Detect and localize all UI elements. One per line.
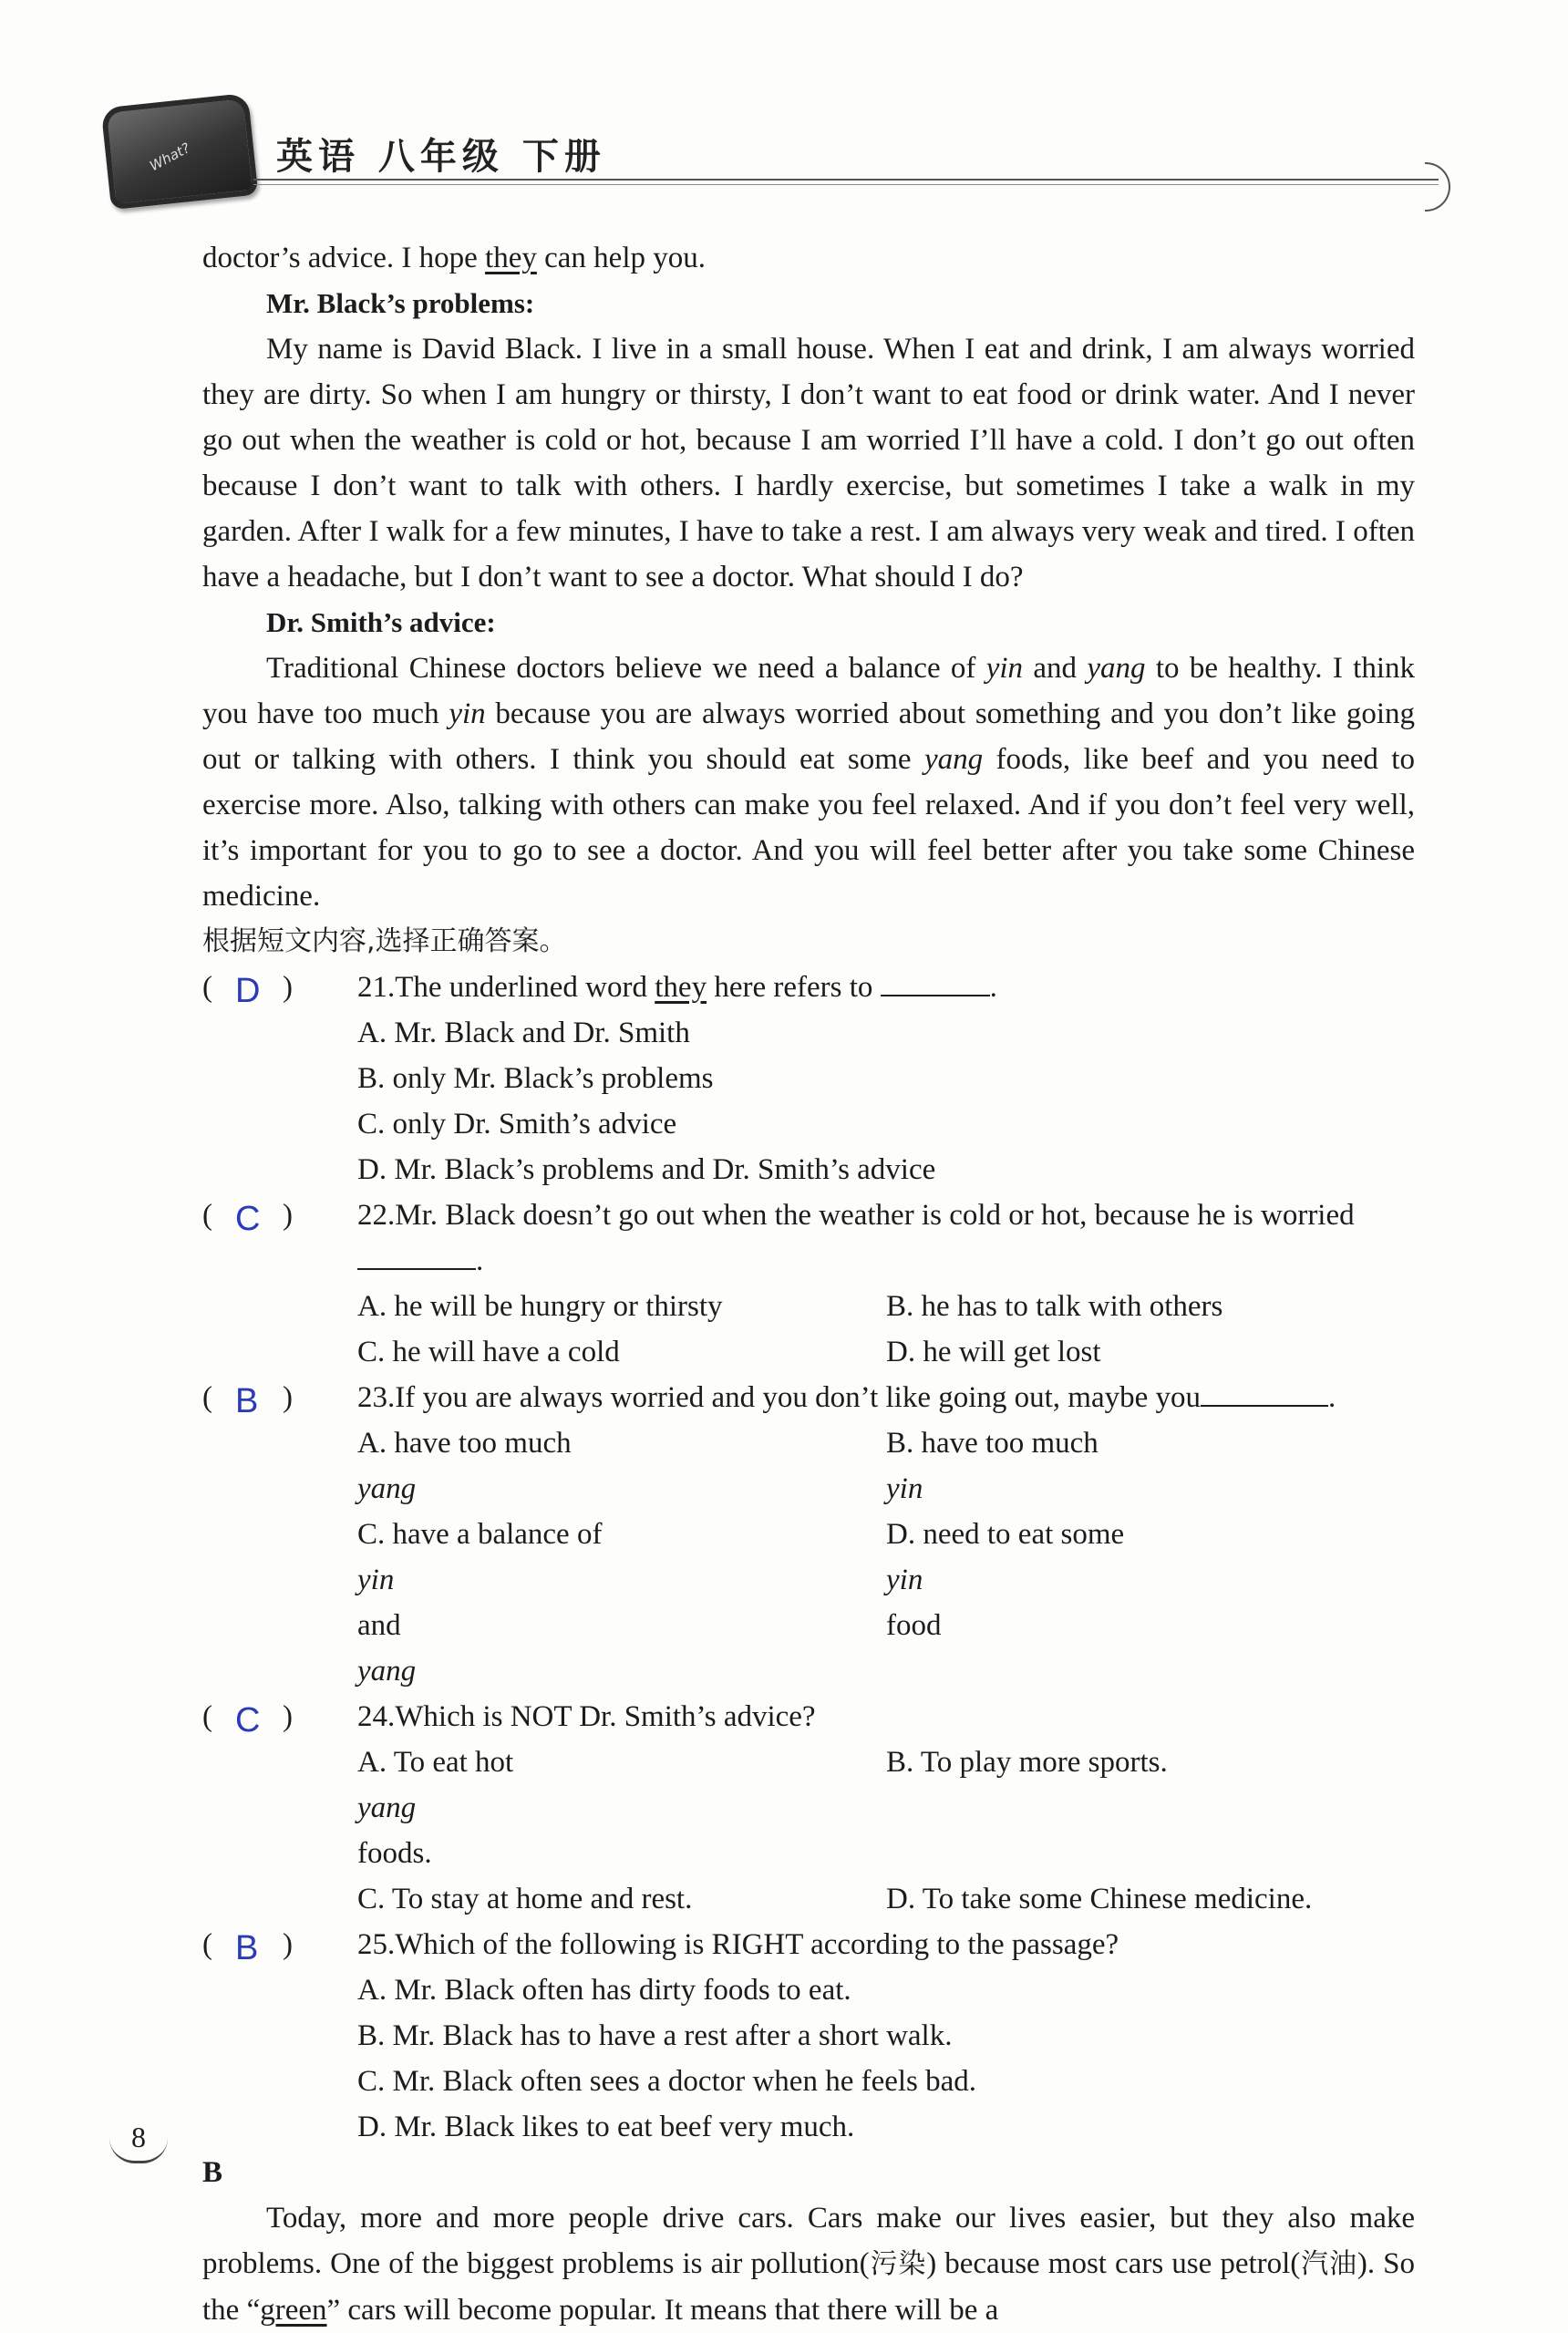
option-22-b: B. he has to talk with others: [886, 1290, 1223, 1323]
question-21: ( D ) 21.The underlined word they here refers to .: [202, 965, 1415, 1010]
page-header: [98, 80, 1466, 217]
option-24-a: A. To eat hot yang foods.: [357, 1746, 514, 1870]
options-24-cd: [202, 1876, 1415, 1922]
book-title: 英语 八年级 下册: [276, 136, 606, 178]
option-25-a: A. Mr. Black often has dirty foods to eat.: [357, 1974, 851, 2007]
instruction: 根据短文内容,选择正确答案。: [202, 925, 567, 957]
option-23-d: D. need to eat some yin food: [886, 1518, 1125, 1642]
option-21-b: B. only Mr. Black’s problems: [357, 1062, 714, 1095]
answer-21[interactable]: D: [235, 972, 261, 1010]
section-b-heading: B: [202, 2156, 223, 2189]
option-22-d: D. he will get lost: [886, 1336, 1101, 1368]
underlined-word-green: green: [260, 2294, 327, 2327]
answer-blank: [1201, 1378, 1328, 1407]
header-rule-thin: [253, 184, 1439, 185]
page-content: [202, 235, 1415, 2333]
option-25-c: C. Mr. Black often sees a doctor when he feels bad.: [357, 2065, 977, 2098]
option-21-a: A. Mr. Black and Dr. Smith: [357, 1017, 690, 1049]
answer-24[interactable]: C: [235, 1701, 261, 1739]
options-22-cd: [202, 1329, 1415, 1375]
question-22-blank-line: .: [202, 1238, 1415, 1284]
option-25-b: B. Mr. Black has to have a rest after a short walk.: [357, 2019, 953, 2052]
problems-paragraph: My name is David Black. I live in a small house. When I eat and drink, I am always worried they are dirty. So when I am hungry or thirsty, I don’t want to eat food or drink water. And I never go out when the weather is cold or hot, because I am worried I’ll have a cold. I don’t go out often because I don’t want to talk with others. I hardly exercise, but sometimes I take a walk in my garden. After I walk for a few minutes, I have to take a rest. I am always very weak and tired. I often have a headache, but I don’t want to see a doctor. What should I do?: [202, 333, 1415, 594]
option-21-d: D. Mr. Black’s problems and Dr. Smith’s advice: [357, 1153, 936, 1186]
header-rule: [253, 179, 1439, 181]
option-22-c: C. he will have a cold: [357, 1336, 620, 1368]
option-23-a: A. have too much yang: [357, 1427, 572, 1505]
answer-blank: [357, 1241, 476, 1270]
blackboard-icon: [101, 93, 259, 210]
option-25-d: D. Mr. Black likes to eat beef very much.: [357, 2111, 855, 2143]
answer-23[interactable]: B: [235, 1382, 259, 1420]
answer-25[interactable]: B: [235, 1929, 259, 1967]
underlined-word-they: they: [485, 242, 537, 274]
intro-line: doctor’s advice. I hope they can help you.: [202, 242, 706, 274]
answer-blank: [881, 967, 990, 996]
swirl-ornament-icon: [1425, 162, 1450, 212]
question-24: ( C ) 24.Which is NOT Dr. Smith’s advice?: [202, 1694, 1415, 1739]
option-24-c: C. To stay at home and rest.: [357, 1883, 693, 1915]
question-25: ( B ) 25.Which of the following is RIGHT according to the passage?: [202, 1922, 1415, 1967]
options-23-cd: [202, 1512, 1415, 1694]
blackboard-label: What?: [147, 139, 193, 175]
advice-paragraph: Traditional Chinese doctors believe we need a balance of yin and yang to be healthy. I think you have too much yin because you are always worried about something and you don’t like going out or talking with others. I think you should eat some yang foods, like beef and you need to exercise more. Also, talking with others can make you feel relaxed. And if you don’t feel very well, it’s important for you to go to see a doctor. And you will feel better after you take some Chinese medicine.: [202, 652, 1415, 913]
page-number: 8: [109, 2113, 168, 2163]
advice-heading: Dr. Smith’s advice:: [266, 606, 496, 638]
option-21-c: C. only Dr. Smith’s advice: [357, 1108, 677, 1141]
option-24-b: B. To play more sports.: [886, 1746, 1168, 1779]
option-24-d: D. To take some Chinese medicine.: [886, 1883, 1313, 1915]
answer-22[interactable]: C: [235, 1200, 261, 1238]
question-22: ( C ) 22.Mr. Black doesn’t go out when the weather is cold or hot, because he is worried: [202, 1192, 1415, 1238]
options-23-ab: [202, 1420, 1415, 1512]
option-23-b: B. have too much yin: [886, 1427, 1099, 1505]
option-23-c: C. have a balance of yin and yang: [357, 1518, 603, 1688]
options-24-ab: [202, 1739, 1415, 1876]
problems-heading: Mr. Black’s problems:: [266, 287, 535, 319]
options-22-ab: [202, 1284, 1415, 1329]
question-23: ( B ) 23.If you are always worried and you don’t like going out, maybe you .: [202, 1375, 1415, 1420]
option-22-a: A. he will be hungry or thirsty: [357, 1290, 723, 1323]
section-b-paragraph: Today, more and more people drive cars. Cars make our lives easier, but they also make problems. One of the biggest problems is air pollution(污染) because most cars use petrol(汽油). So the “green” cars will become popular. It means that there will be a: [202, 2202, 1416, 2327]
